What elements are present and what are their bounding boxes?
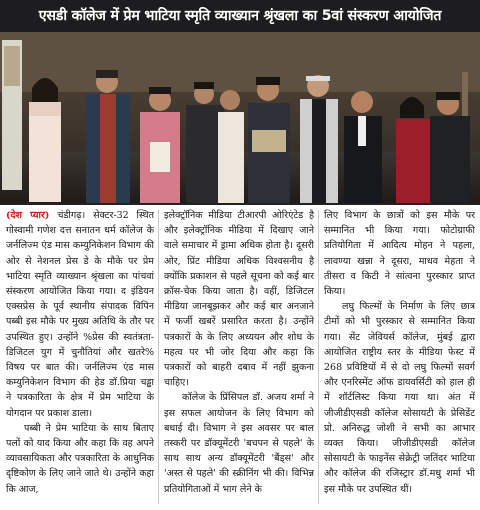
- dateline: (देश प्यार): [6, 210, 50, 221]
- headline: एसडी कॉलेज में प्रेम भाटिया स्मृति व्याख्यान श्रृंखला का 5वां संस्करण आयोजित: [0, 0, 480, 32]
- article-column-2: [164, 208, 314, 506]
- paragraph: लिए विभाग के छात्रों को इस मौके पर सम्मानित भी किया गया। फोटोग्राफी प्रतियोगिता में आदित्य मोहन ने पहला, लावण्या खन्ना ने दूसरा, माधव मेहता ने तीसरा व किटी ने सांत्वना पुरस्कार प्राप्त किया।: [324, 210, 475, 298]
- paragraph: लघु फिल्मों के निर्माण के लिए छात्र टीमों को भी पुरस्कार से सम्मानित किया गया। सेंट जेवियर्स कॉलेज, मुंबई द्वारा आयोजित राष्ट्रीय स्तर के मीडिया फेस्ट में 268 प्रविष्टियों में से दो लघु फिल्मों सवर्ग और एनरिस्मेंट ऑफ डायवर्सिटी को हाल ही में शॉर्टलिस्ट किया गया था। अंत में जीजीडीएसडी कॉलेज सोसायटी के प्रेसिडेंट प्रो. अनिरुद्ध जोशी ने सभी का आभार व्यक्त किया। जीजीडीएसडी कॉलेज सोसायटी के फाइनेंस सेक्रेट्री जतिंदर भाटिया और कॉलेज की रजिस्ट्रार डॉ.मधु शर्मा भी इस मौके पर उपस्थित थीं।: [324, 301, 475, 495]
- paragraph: पब्बी ने प्रेम भाटिया के साथ बिताए पलों को याद किया और कहा कि वह अपने व्यावसायिकता और पत्रकारिता के आधुनिक दृष्टिकोण के लिए जाने जाते थे। उन्होंने कहा कि आज,: [6, 422, 154, 495]
- article-column-3: [324, 208, 475, 506]
- paragraph-text: चंडीगढ़। सेक्टर-32 स्थित गोस्वामी गणेश दत्त सनातन धर्म कॉलेज के जर्नलिज्म एंड मास कम्युनिकेशन विभाग की ओर से नेशनल प्रेस डे के मौके पर प्रेम भाटिया स्मृति व्याख्यान श्रृंखला का पांचवां संस्करण आयोजित किया गया। द इंडियन एक्सप्रेस के पूर्व स्थानीय संपादक विपिन पब्बी इस मौके पर मुख्य अतिथि के तौर पर उपस्थित हुए। उन्होंने %प्रेस की स्वतंत्रता-डिजिटल युग में चुनौतियां और खतरे% विषय पर बात की। जर्नलिज्म एंड मास कम्युनिकेशन विभाग की हेड डॉ.प्रिया चड्ढा ने पत्रकारिता के क्षेत्र में प्रेम भाटिया के योगदान पर प्रकाश डाला।: [6, 210, 154, 419]
- photo-divider: [0, 203, 480, 205]
- paragraph: कॉलेज के प्रिंसिपल डॉ. अजय शर्मा ने इस सफल आयोजन के लिए विभाग को बधाई दी। विभाग ने इस अवसर पर बाल तस्करी पर डॉक्यूमेंटरी 'बचपन से पहले' के साथ साथ अन्य डॉक्यूमेंटरी 'बैंड्स' और 'अस्त से पहले' की स्क्रीनिंग भी की। विभिन्न प्रतियोगिताओं में भाग लेने के: [164, 392, 314, 495]
- event-photo: [0, 32, 480, 203]
- paragraph: [6, 208, 154, 421]
- column-divider: [158, 210, 159, 504]
- article-column-1: [6, 208, 154, 506]
- paragraph: इलेक्ट्रॉनिक मीडिया टीआरपी ओरिएंटेड है और इलेक्ट्रॉनिक मीडिया में दिखाए जाने वाले समाचार में ड्रामा अधिक होता है। दूसरी ओर, प्रिंट मीडिया अधिक विश्वसनीय है क्योंकि प्रकाशन से पहले सूचना को कई बार क्रॉस-चेक किया जाता है। वहीं, डिजिटल मीडिया जानबूझकर और कई बार अनजाने में फर्जी खबरें प्रसारित करता है। उन्होंने पत्रकारों के के लिए अध्ययन और शोध के महत्व पर भी जोर दिया और कहा कि पत्रकारों को बाहरी दबाव में नहीं झुकना चाहिए।: [164, 210, 314, 389]
- column-divider: [318, 210, 319, 504]
